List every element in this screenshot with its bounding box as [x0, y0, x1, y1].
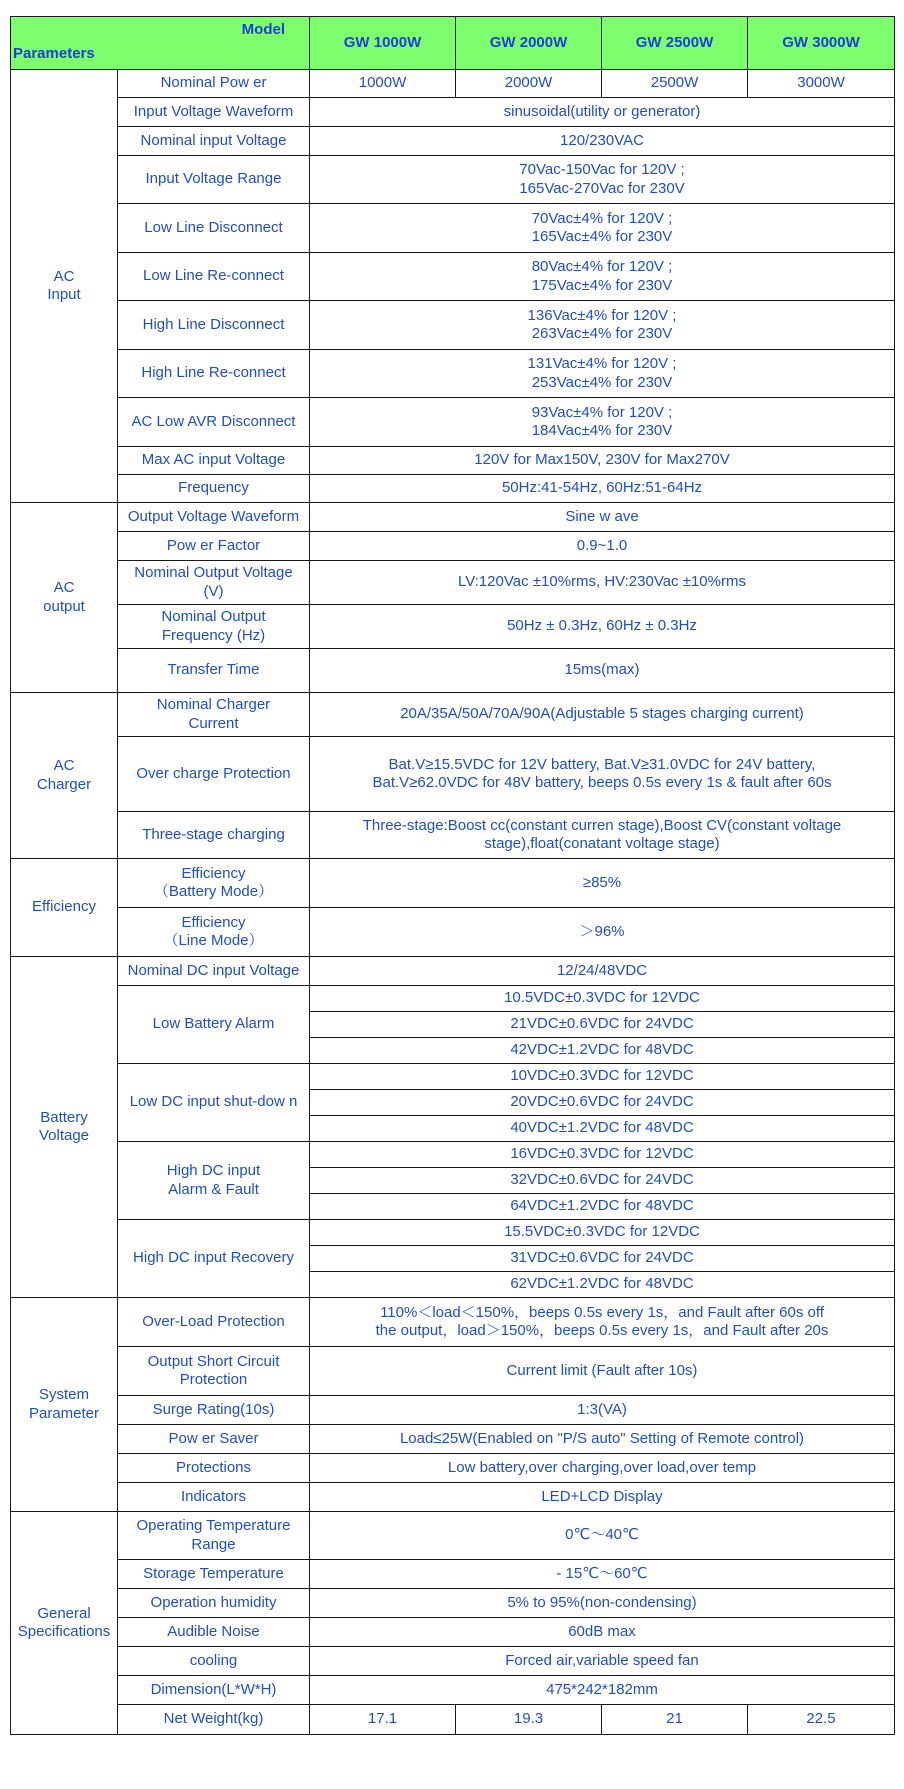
parameter-label-cell: High Line Re-connect — [118, 350, 310, 398]
parameter-value-cell: 93Vac±4% for 120V ; 184Vac±4% for 230V — [310, 398, 895, 447]
parameter-label-cell: Transfer Time — [118, 649, 310, 693]
parameter-value-cell: ≥85% — [310, 859, 895, 908]
parameter-label-cell: Audible Noise — [118, 1618, 310, 1647]
spec-row — [11, 1454, 895, 1483]
spec-row — [11, 1512, 895, 1560]
model-column-header: GW 1000W — [310, 17, 456, 70]
spec-row — [11, 1618, 895, 1647]
model-value-cell: 22.5 — [748, 1705, 895, 1735]
spec-row — [11, 1483, 895, 1512]
parameter-value-cell: 0.9~1.0 — [310, 532, 895, 561]
spec-row — [11, 447, 895, 475]
model-column-header: GW 3000W — [748, 17, 895, 70]
spec-row — [11, 301, 895, 350]
spec-row — [11, 1560, 895, 1589]
spec-row — [11, 1589, 895, 1618]
section-name-cell: AC Charger — [11, 693, 118, 859]
header-row — [11, 17, 895, 70]
spec-row — [11, 398, 895, 447]
parameter-value-cell: Three-stage:Boost cc(constant curren stage),Boost CV(constant voltage stage),float(conatant voltage stage) — [310, 812, 895, 859]
spec-row — [11, 532, 895, 561]
spec-row — [11, 1396, 895, 1425]
parameter-value-cell: 21VDC±0.6VDC for 24VDC — [310, 1012, 895, 1038]
spec-row — [11, 561, 895, 605]
model-value-cell: 2000W — [456, 70, 602, 98]
parameter-label-cell: Storage Temperature — [118, 1560, 310, 1589]
model-value-cell: 19.3 — [456, 1705, 602, 1735]
parameter-value-cell: Sine w ave — [310, 503, 895, 532]
parameter-label-cell: Pow er Saver — [118, 1425, 310, 1454]
parameter-value-cell: Low battery,over charging,over load,over temp — [310, 1454, 895, 1483]
parameter-label-cell: Operation humidity — [118, 1589, 310, 1618]
parameter-label-cell: Output Short Circuit Protection — [118, 1347, 310, 1396]
parameter-value-cell: 70Vac±4% for 120V ; 165Vac±4% for 230V — [310, 204, 895, 253]
spec-row — [11, 859, 895, 908]
parameter-label-cell: Nominal DC input Voltage — [118, 957, 310, 986]
spec-row — [11, 649, 895, 693]
section-name-cell: System Parameter — [11, 1298, 118, 1512]
parameter-label-cell: Surge Rating(10s) — [118, 1396, 310, 1425]
model-value-cell: 1000W — [310, 70, 456, 98]
parameter-value-cell: 70Vac-150Vac for 120V ; 165Vac-270Vac for 230V — [310, 156, 895, 204]
parameter-value-cell: 10.5VDC±0.3VDC for 12VDC — [310, 986, 895, 1012]
parameter-label-cell: Nominal Pow er — [118, 70, 310, 98]
parameter-label-cell: Net Weight(kg) — [118, 1705, 310, 1735]
parameter-label-cell: Low Line Disconnect — [118, 204, 310, 253]
parameter-value-cell: ＞96% — [310, 908, 895, 957]
parameter-value-cell: 60dB max — [310, 1618, 895, 1647]
parameter-value-cell: 1:3(VA) — [310, 1396, 895, 1425]
parameter-value-cell: 50Hz:41-54Hz, 60Hz:51-64Hz — [310, 475, 895, 503]
parameter-label-cell: High Line Disconnect — [118, 301, 310, 350]
spec-row — [11, 503, 895, 532]
corner-header — [11, 17, 310, 70]
parameter-label-cell: Max AC input Voltage — [118, 447, 310, 475]
parameter-label-cell: Over charge Protection — [118, 737, 310, 812]
spec-row — [11, 253, 895, 301]
parameter-label-cell: Efficiency （Line Mode） — [118, 908, 310, 957]
spec-row — [11, 737, 895, 812]
parameter-value-cell: Load≤25W(Enabled on "P/S auto" Setting of Remote control) — [310, 1425, 895, 1454]
parameter-value-cell: 16VDC±0.3VDC for 12VDC — [310, 1142, 895, 1168]
section-name-cell: Efficiency — [11, 859, 118, 957]
model-value-cell: 21 — [602, 1705, 748, 1735]
model-column-header: GW 2500W — [602, 17, 748, 70]
parameter-value-cell: 475*242*182mm — [310, 1676, 895, 1705]
spec-row — [11, 127, 895, 156]
parameter-value-cell: 110%＜load＜150%，beeps 0.5s every 1s，and Fault after 60s off the output，load＞150%，beeps 0.5s every 1s，and Fault after 20s — [310, 1298, 895, 1347]
spec-row — [11, 156, 895, 204]
parameter-value-cell: 5% to 95%(non-condensing) — [310, 1589, 895, 1618]
parameter-value-cell: 20VDC±0.6VDC for 24VDC — [310, 1090, 895, 1116]
parameters-header-label: Parameters — [13, 44, 95, 62]
parameter-value-cell: - 15℃～60℃ — [310, 1560, 895, 1589]
parameter-label-cell: Low Battery Alarm — [118, 986, 310, 1064]
parameter-label-cell: Operating Temperature Range — [118, 1512, 310, 1560]
parameter-label-cell: Low Line Re-connect — [118, 253, 310, 301]
parameter-value-cell: 12/24/48VDC — [310, 957, 895, 986]
parameter-label-cell: AC Low AVR Disconnect — [118, 398, 310, 447]
spec-row — [11, 1298, 895, 1347]
parameter-label-cell: Over-Load Protection — [118, 1298, 310, 1347]
parameter-label-cell: Efficiency （Battery Mode） — [118, 859, 310, 908]
spec-row — [11, 605, 895, 649]
parameter-value-cell: LED+LCD Display — [310, 1483, 895, 1512]
parameter-value-cell: 50Hz ± 0.3Hz, 60Hz ± 0.3Hz — [310, 605, 895, 649]
parameter-label-cell: Indicators — [118, 1483, 310, 1512]
parameter-value-cell: 120V for Max150V, 230V for Max270V — [310, 447, 895, 475]
parameter-label-cell: Input Voltage Waveform — [118, 98, 310, 127]
spec-row — [11, 98, 895, 127]
spec-row — [11, 1142, 895, 1168]
parameter-label-cell: High DC input Recovery — [118, 1220, 310, 1298]
parameter-label-cell: Pow er Factor — [118, 532, 310, 561]
spec-row — [11, 957, 895, 986]
parameter-label-cell: Frequency — [118, 475, 310, 503]
parameter-value-cell: LV:120Vac ±10%rms, HV:230Vac ±10%rms — [310, 561, 895, 605]
parameter-label-cell: Output Voltage Waveform — [118, 503, 310, 532]
spec-body — [11, 70, 895, 1735]
parameter-value-cell: Bat.V≥15.5VDC for 12V battery, Bat.V≥31.0VDC for 24V battery, Bat.V≥62.0VDC for 48V battery, beeps 0.5s every 1s & fault after 60s — [310, 737, 895, 812]
parameter-value-cell: 31VDC±0.6VDC for 24VDC — [310, 1246, 895, 1272]
spec-row — [11, 812, 895, 859]
parameter-label-cell: High DC input Alarm & Fault — [118, 1142, 310, 1220]
spec-row — [11, 908, 895, 957]
spec-row — [11, 350, 895, 398]
parameter-label-cell: Three-stage charging — [118, 812, 310, 859]
parameter-label-cell: Dimension(L*W*H) — [118, 1676, 310, 1705]
parameter-value-cell: 32VDC±0.6VDC for 24VDC — [310, 1168, 895, 1194]
parameter-label-cell: cooling — [118, 1647, 310, 1676]
spec-row — [11, 1647, 895, 1676]
parameter-value-cell: 42VDC±1.2VDC for 48VDC — [310, 1038, 895, 1064]
parameter-value-cell: 64VDC±1.2VDC for 48VDC — [310, 1194, 895, 1220]
model-header-label: Model — [241, 21, 285, 38]
section-name-cell: AC Input — [11, 70, 118, 503]
parameter-value-cell: Forced air,variable speed fan — [310, 1647, 895, 1676]
spec-row — [11, 1705, 895, 1735]
section-name-cell: AC output — [11, 503, 118, 693]
spec-row — [11, 1425, 895, 1454]
parameter-label-cell: Input Voltage Range — [118, 156, 310, 204]
parameter-value-cell: 80Vac±4% for 120V ; 175Vac±4% for 230V — [310, 253, 895, 301]
parameter-value-cell: 20A/35A/50A/70A/90A(Adjustable 5 stages charging current) — [310, 693, 895, 737]
model-column-header: GW 2000W — [456, 17, 602, 70]
parameter-value-cell: 15ms(max) — [310, 649, 895, 693]
parameter-value-cell: sinusoidal(utility or generator) — [310, 98, 895, 127]
parameter-label-cell: Nominal Charger Current — [118, 693, 310, 737]
model-value-cell: 2500W — [602, 70, 748, 98]
section-name-cell: General Specifications — [11, 1512, 118, 1735]
spec-row — [11, 1064, 895, 1090]
parameter-label-cell: Nominal input Voltage — [118, 127, 310, 156]
spec-table — [10, 16, 895, 1735]
section-name-cell: Battery Voltage — [11, 957, 118, 1298]
parameter-label-cell: Protections — [118, 1454, 310, 1483]
parameter-value-cell: 10VDC±0.3VDC for 12VDC — [310, 1064, 895, 1090]
spec-row — [11, 986, 895, 1012]
parameter-label-cell: Low DC input shut-dow n — [118, 1064, 310, 1142]
parameter-value-cell: 40VDC±1.2VDC for 48VDC — [310, 1116, 895, 1142]
spec-row — [11, 1220, 895, 1246]
parameter-value-cell: 0℃～40℃ — [310, 1512, 895, 1560]
parameter-label-cell: Nominal Output Voltage (V) — [118, 561, 310, 605]
parameter-value-cell: Current limit (Fault after 10s) — [310, 1347, 895, 1396]
spec-row — [11, 204, 895, 253]
spec-row — [11, 1676, 895, 1705]
parameter-label-cell: Nominal Output Frequency (Hz) — [118, 605, 310, 649]
parameter-value-cell: 15.5VDC±0.3VDC for 12VDC — [310, 1220, 895, 1246]
parameter-value-cell: 120/230VAC — [310, 127, 895, 156]
spec-row — [11, 693, 895, 737]
parameter-value-cell: 136Vac±4% for 120V ; 263Vac±4% for 230V — [310, 301, 895, 350]
spec-row — [11, 1347, 895, 1396]
model-value-cell: 17.1 — [310, 1705, 456, 1735]
parameter-value-cell: 131Vac±4% for 120V ; 253Vac±4% for 230V — [310, 350, 895, 398]
parameter-value-cell: 62VDC±1.2VDC for 48VDC — [310, 1272, 895, 1298]
spec-row — [11, 475, 895, 503]
spec-row — [11, 70, 895, 98]
model-value-cell: 3000W — [748, 70, 895, 98]
